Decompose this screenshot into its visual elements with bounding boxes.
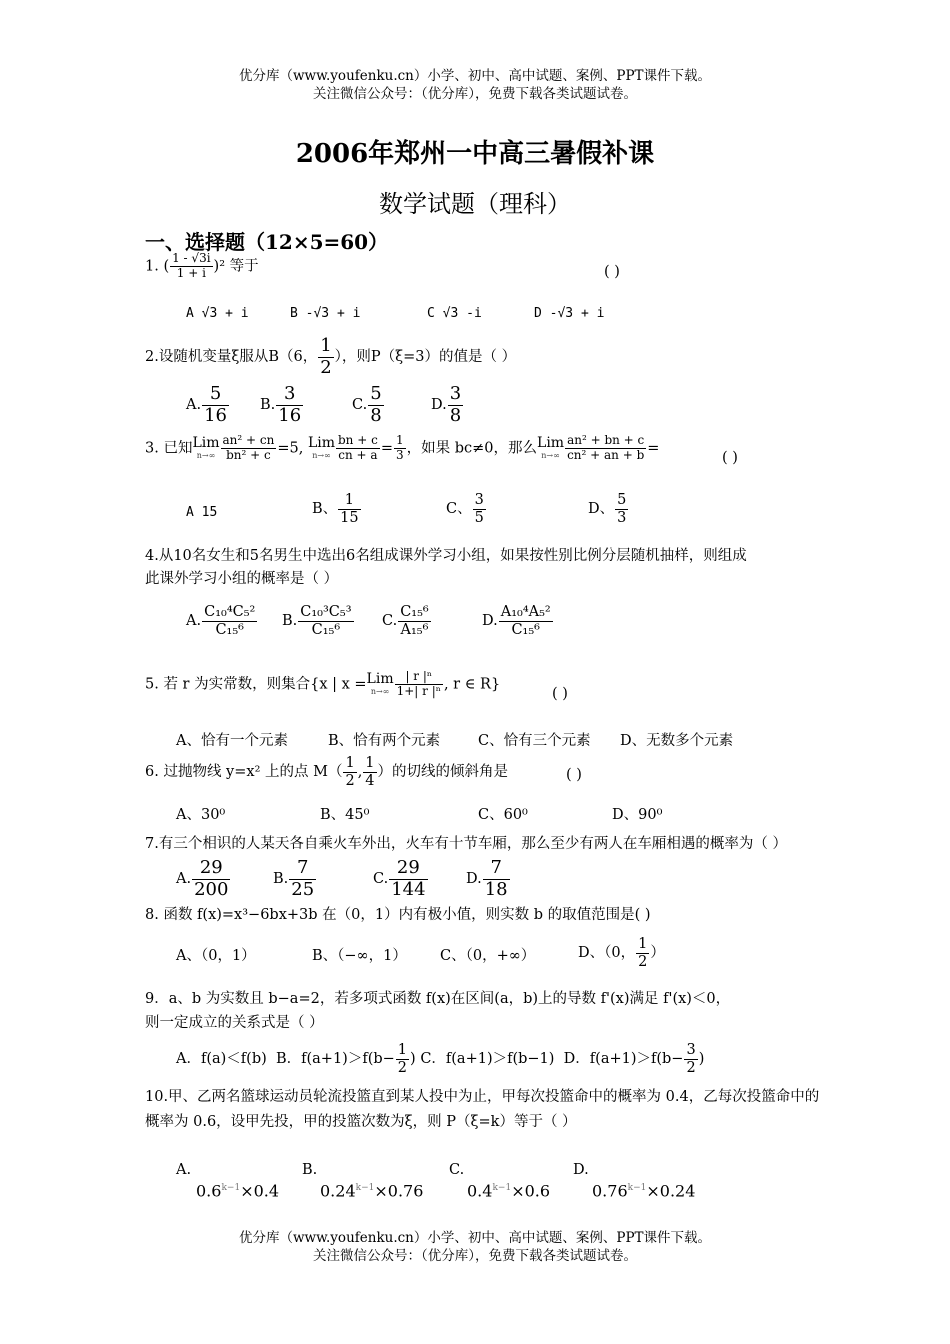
q3-lim-3-word: Lim [537, 435, 565, 452]
q3-option-c [446, 492, 487, 526]
q3-f2-num: bn + c [338, 433, 378, 447]
q5-lim-word: Lim [366, 671, 394, 688]
q9-option-a: A．f(a)＜f(b) [176, 1051, 267, 1068]
q2-c-label: C. [352, 397, 368, 414]
page-subtitle: 数学试题（理科） [379, 190, 571, 218]
q6-comma: , [357, 764, 363, 781]
q8-d-prefix: D、（0， [578, 945, 636, 962]
q7-d-frac [483, 858, 510, 900]
question-3 [145, 434, 659, 463]
q7-c-label: C. [373, 871, 389, 888]
q5-suffix: , r ∈ R} [443, 676, 501, 693]
q7-a-num: 29 [192, 858, 230, 880]
q9-option-b [275, 1042, 416, 1076]
q3-prefix: 3. 已知 [145, 440, 193, 457]
q3-d-den: 3 [617, 509, 627, 526]
q5-lim-sub: n→∞ [370, 686, 390, 696]
q3-c-num: 3 [474, 492, 484, 508]
q3-b-den: 15 [340, 509, 359, 526]
q3-c-label: C、 [446, 501, 472, 518]
q4-option-d [482, 604, 554, 638]
q2-a-den: 16 [204, 404, 227, 426]
q10-c-base: 0.4 [467, 1181, 493, 1201]
q10-c-exp: k−1 [492, 1183, 512, 1193]
q4-option-b [282, 604, 355, 638]
q7-option-b [273, 858, 317, 900]
q6-suffix: ）的切线的倾斜角是 [377, 764, 509, 781]
q7-option-c [373, 858, 429, 900]
q8-option-a: A、（0，1） [176, 948, 256, 964]
q5-option-c: C、恰有三个元素 [478, 733, 591, 749]
q4-d-den: C₁₅⁶ [511, 621, 540, 638]
q5-num: | r |ⁿ [395, 670, 443, 685]
q10-d-base: 0.76 [592, 1181, 628, 1201]
q3-f2r-den: 3 [395, 447, 404, 462]
q6-p1-den: 2 [345, 772, 355, 789]
q1-prefix: 1. ( [145, 258, 170, 275]
q10-line-1: 10.甲、乙两名篮球运动员轮流投篮直到某人投中为止，甲每次投篮命中的概率为 0.4，乙每次投篮命中的 [145, 1089, 820, 1105]
q4-a-frac [202, 604, 257, 638]
q6-p1-num: 1 [345, 755, 355, 771]
q3-option-b [312, 492, 362, 526]
q10-b-label: B. [302, 1162, 318, 1178]
q4-b-num: C₁₀³C₅³ [300, 604, 352, 620]
q9-d-num: 3 [686, 1042, 696, 1058]
q6-option-a: A、30⁰ [176, 807, 226, 823]
q10-d-expr [592, 1178, 695, 1201]
q10-d-label: D. [573, 1162, 589, 1178]
q2-frac-den: 2 [320, 356, 332, 378]
q3-option-a: A 15 [186, 505, 218, 520]
q1-option-a: A √3 + i [186, 306, 249, 321]
q4-a-num: C₁₀⁴C₅² [204, 604, 256, 620]
q4-line-1: 4.从10名女生和5名男生中选出6名组成课外学习小组，如果按性别比例分层随机抽样，则组成 [145, 548, 747, 564]
q2-fraction [318, 336, 333, 378]
q10-d-tail: ×0.24 [646, 1181, 696, 1201]
q7-d-den: 18 [484, 878, 508, 900]
q3-frac-2 [336, 434, 380, 463]
q9-d-den: 2 [686, 1059, 696, 1076]
q3-c-frac [473, 492, 486, 526]
q10-b-expr [320, 1178, 423, 1201]
q3-lim-2-sub: n→∞ [312, 450, 331, 460]
q3-d-num: 5 [617, 492, 627, 508]
q3-f1-num: an² + cn [222, 433, 275, 447]
q6-p2-den: 4 [365, 772, 375, 789]
q3-f1-den: bn² + c [226, 447, 271, 462]
q9-d-prefix: D．f(a+1)＞f(b− [563, 1051, 684, 1068]
q3-paren: ( ) [722, 450, 738, 466]
q2-c-num: 5 [370, 383, 382, 404]
q4-a-label: A. [186, 613, 202, 630]
q4-d-label: D. [482, 613, 498, 630]
q10-option-b [302, 1160, 317, 1180]
q10-a-expr [196, 1178, 279, 1201]
q3-lim-3-sub: n→∞ [541, 450, 560, 460]
question-2 [145, 336, 516, 378]
q4-option-a [186, 604, 258, 638]
q3-lim-3 [537, 436, 564, 460]
q3-option-d [588, 492, 629, 526]
q9-b-frac [396, 1042, 409, 1076]
q4-d-frac [499, 604, 553, 638]
q6-option-b: B、45⁰ [320, 807, 370, 823]
q8-option-b: B、（−∞，1） [312, 948, 407, 964]
q2-d-label: D. [431, 397, 447, 414]
q2-frac-num: 1 [320, 335, 332, 356]
q2-b-frac [276, 384, 303, 426]
q7-option-a [176, 858, 231, 900]
q3-frac-3 [565, 434, 646, 463]
q2-c-den: 8 [370, 404, 382, 426]
q2-c-frac [368, 384, 383, 426]
q2-text-b: ），则P（ξ=3）的值是（ ） [334, 349, 517, 366]
question-7: 7.有三个相识的人某天各自乘火车外出，火车有十节车厢，那么至少有两人在车厢相遇的概率为（ ） [145, 836, 787, 852]
q5-lim [367, 672, 394, 696]
q7-b-label: B. [273, 871, 289, 888]
q10-a-tail: ×0.4 [240, 1181, 280, 1201]
q3-f2r-num: 1 [395, 433, 404, 447]
q4-line-2: 此课外学习小组的概率是（ ） [145, 571, 339, 587]
q1-fraction [170, 252, 212, 281]
q2-d-num: 3 [449, 383, 462, 404]
q7-a-frac [192, 858, 230, 900]
footer-line-2: 关注微信公众号：（优分库），免费下载各类试题试卷。 [313, 1248, 637, 1264]
q9-options [176, 1042, 704, 1076]
q10-option-a [176, 1160, 191, 1180]
q7-c-num: 29 [389, 858, 427, 880]
q7-c-frac [389, 858, 427, 900]
q1-option-c: C √3 -i [427, 306, 482, 321]
q6-frac-1 [343, 755, 356, 789]
q4-c-den: A₁₅⁶ [400, 621, 429, 638]
q1-option-d: D -√3 + i [534, 306, 605, 321]
q3-d-frac [615, 492, 628, 526]
q9-line-1: 9．a、b 为实数且 b−a=2，若多项式函数 f(x)在区间(a，b)上的导数 f'(x)满足 f'(x)＜0， [145, 991, 731, 1007]
q10-c-tail: ×0.6 [511, 1181, 551, 1201]
q5-option-a: A、恰有一个元素 [176, 733, 288, 749]
q10-b-base: 0.24 [320, 1181, 356, 1201]
q3-b-label: B、 [312, 501, 338, 518]
q3-lim-2-word: Lim [307, 435, 335, 452]
q9-b-den: 2 [397, 1059, 408, 1076]
q1-num: 1 - √3i [172, 251, 211, 265]
q5-paren: ( ) [552, 686, 568, 702]
q7-a-den: 200 [194, 878, 229, 900]
q6-option-c: C、60⁰ [478, 807, 528, 823]
q10-line-2: 概率为 0.6，设甲先投，甲的投篮次数为ξ，则 P（ξ=k）等于（ ） [145, 1114, 577, 1130]
q2-b-label: B. [260, 397, 276, 414]
q4-b-frac [298, 604, 353, 638]
q3-lim-2 [308, 436, 335, 460]
q3-d-label: D、 [588, 501, 615, 518]
q4-option-c [382, 604, 432, 638]
q9-option-d [563, 1042, 705, 1076]
q3-lim-1-sub: n→∞ [196, 450, 216, 460]
q10-a-exp: k−1 [221, 1183, 241, 1193]
footer-line-1: 优分库（www.youfenku.cn）小学、初中、高中试题、案例、PPT课件下载。 [238, 1230, 712, 1246]
q9-b-num: 1 [397, 1042, 408, 1058]
q9-d-suffix: ) [698, 1051, 705, 1068]
q4-c-frac [398, 604, 431, 638]
q10-a-base: 0.6 [196, 1181, 222, 1201]
page-title: 2006年郑州一中高三暑假补课 [295, 139, 655, 169]
q5-option-b: B、恰有两个元素 [328, 733, 441, 749]
q6-p2-num: 1 [365, 755, 375, 771]
question-6 [145, 755, 508, 789]
q10-c-label: C. [449, 1162, 465, 1178]
q3-f3-den: cn² + an + b [567, 447, 645, 462]
q3-frac-2r [394, 434, 406, 463]
q3-eq1: =5, [277, 440, 304, 457]
q3-f2-den: cn + a [338, 447, 378, 462]
q2-option-a [186, 384, 230, 426]
q3-lim-1-word: Lim [192, 435, 220, 452]
q9-b-prefix: B．f(a+1)＞f(b− [275, 1051, 395, 1068]
q2-text-a: 2.设随机变量ξ服从B（6， [145, 349, 318, 366]
header-line-2: 关注微信公众号：（优分库），免费下载各类试题试卷。 [313, 86, 637, 102]
q7-option-d [466, 858, 511, 900]
question-8: 8. 函数 f(x)=x³−6bx+3b 在（0，1）内有极小值，则实数 b 的取值范围是( ) [145, 907, 651, 923]
q4-a-den: C₁₅⁶ [215, 621, 244, 638]
q3-mid: ，如果 bc≠0，那么 [406, 440, 538, 457]
q5-prefix: 5. 若 r 为实常数，则集合{x | x = [145, 676, 367, 693]
q4-c-num: C₁₅⁶ [400, 604, 429, 620]
q10-b-exp: k−1 [355, 1183, 375, 1193]
q3-b-num: 1 [338, 492, 360, 510]
question-5 [145, 670, 500, 699]
q3-frac-1 [221, 434, 277, 463]
header-line-1: 优分库（www.youfenku.cn）小学、初中、高中试题、案例、PPT课件下载。 [238, 68, 712, 84]
q7-d-label: D. [466, 871, 482, 888]
q9-line-2: 则一定成立的关系式是（ ） [145, 1015, 324, 1031]
q1-suffix: )² 等于 [213, 258, 259, 275]
q2-a-num: 5 [202, 384, 229, 406]
section-heading: 一、选择题（12×5=60） [145, 230, 389, 254]
q8-option-d [578, 936, 665, 970]
q9-option-c: C．f(a+1)＞f(b−1) [420, 1051, 555, 1068]
q2-b-den: 16 [278, 404, 302, 426]
q2-a-frac [202, 384, 229, 426]
q4-d-num: A₁₀⁴A₅² [500, 604, 551, 620]
q5-frac [395, 670, 443, 699]
q5-den: 1+| r |ⁿ [396, 683, 441, 698]
q10-option-c [449, 1160, 464, 1180]
q2-option-c [352, 384, 385, 426]
q3-b-frac [338, 492, 360, 526]
question-1 [145, 252, 259, 281]
q8-option-c: C、（0，+∞） [440, 948, 536, 964]
q7-b-den: 25 [291, 878, 315, 900]
q5-option-d: D、无数多个元素 [620, 733, 734, 749]
q1-den: 1 + i [176, 265, 206, 280]
q6-paren: ( ) [566, 767, 582, 783]
q7-c-den: 144 [391, 878, 426, 900]
q2-d-den: 8 [449, 404, 462, 426]
q10-c-expr [467, 1178, 550, 1201]
q9-d-frac [684, 1042, 697, 1076]
q10-b-tail: ×0.76 [374, 1181, 424, 1201]
q3-eq2: = [380, 440, 393, 457]
q7-b-frac [289, 858, 316, 900]
q4-b-den: C₁₅⁶ [311, 621, 341, 638]
q7-d-num: 7 [483, 858, 510, 880]
q6-option-d: D、90⁰ [612, 807, 663, 823]
q9-b-suffix: ) [410, 1051, 416, 1068]
q8-d-den: 2 [638, 953, 648, 970]
q1-paren: ( ) [604, 264, 620, 280]
q6-prefix: 6. 过抛物线 y=x² 上的点 M（ [145, 764, 343, 781]
q3-f3-num: an² + bn + c [567, 433, 645, 447]
q4-c-label: C. [382, 613, 398, 630]
q2-option-d [431, 384, 464, 426]
q2-a-label: A. [186, 397, 202, 414]
q4-b-label: B. [282, 613, 298, 630]
q8-d-frac [636, 936, 649, 970]
q2-d-frac [448, 384, 463, 426]
q8-d-num: 1 [638, 936, 648, 952]
q8-d-suffix: ） [650, 945, 665, 962]
q10-d-exp: k−1 [627, 1183, 647, 1193]
q10-a-label: A. [176, 1162, 192, 1178]
q7-a-label: A. [176, 871, 192, 888]
q10-option-d [573, 1160, 589, 1180]
q2-option-b [260, 384, 304, 426]
q3-eq3: = [647, 440, 660, 457]
q6-frac-2 [363, 755, 376, 789]
q1-option-b: B -√3 + i [290, 306, 361, 321]
q3-lim-1 [192, 436, 219, 460]
q2-b-num: 3 [276, 384, 303, 406]
q3-c-den: 5 [474, 509, 484, 526]
q7-b-num: 7 [289, 858, 316, 880]
